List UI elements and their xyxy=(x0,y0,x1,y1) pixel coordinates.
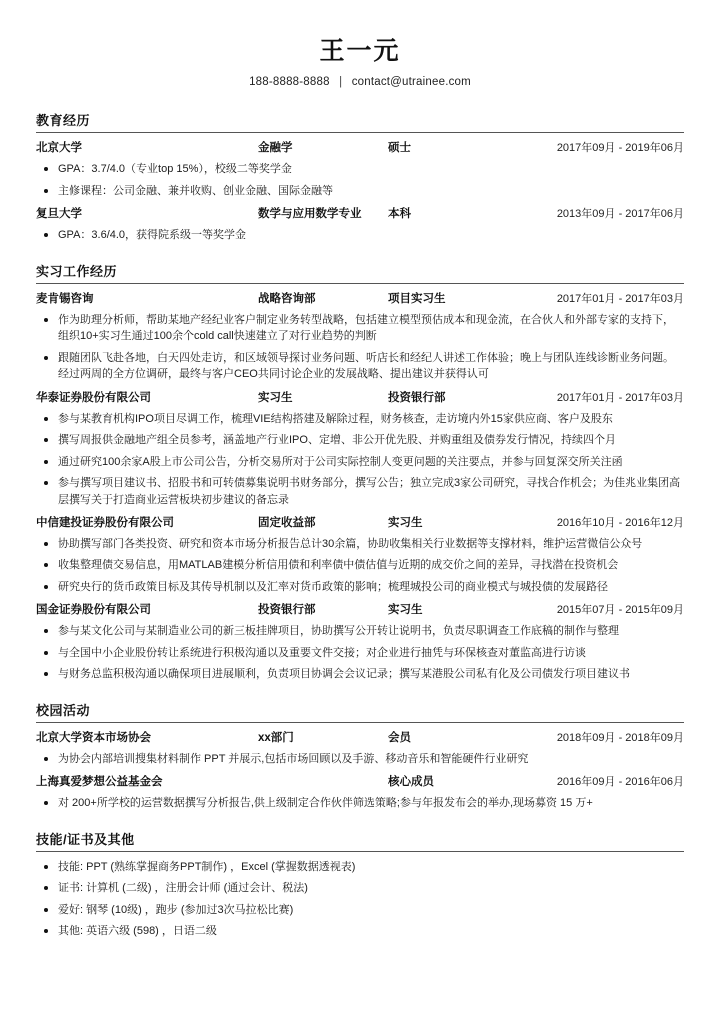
entry-role: 实习生 xyxy=(388,517,423,529)
bullet-item xyxy=(36,645,684,662)
bullet-text: 与全国中小企业股份转让系统进行积极沟通以及重要文件交接；对企业进行抽凭与环保核查对董监高进行访谈 xyxy=(58,646,586,659)
bullet-list xyxy=(36,795,684,812)
bullet-text: 主修课程：公司金融、兼并收购、创业金融、国际金融等 xyxy=(58,184,333,197)
bullet-list xyxy=(36,536,684,596)
bullet-item xyxy=(36,432,684,449)
entry xyxy=(36,602,684,682)
entry-role: 会员 xyxy=(388,731,411,744)
section-title: 校园活动 xyxy=(36,702,91,718)
bullet-text: 参与某文化公司与某制造业公司的新三板挂牌项目，协助撰写公开转让说明书，负责尽职调查工作底稿的制作与整理 xyxy=(58,625,619,638)
bullet-item xyxy=(36,557,684,574)
section-divider xyxy=(36,132,684,133)
section-教育经历 xyxy=(36,110,684,243)
entry-header xyxy=(36,774,684,791)
entry-date-range: 2017年01月 - 2017年03月 xyxy=(556,391,684,404)
bullet-dot-icon xyxy=(44,438,48,442)
bullet-item xyxy=(36,475,684,508)
bullet-item xyxy=(36,923,684,940)
bullet-text: 跟随团队飞赴各地，白天四处走访，和区域领导探讨业务问题、听店长和经纪人讲述工作体验；晚上与团队连线诊断业务问题。经过两周的全方位调研，最终与客户CEO共同讨论企业的发展战略、提出建议并获得认可 xyxy=(58,351,674,381)
bullet-dot-icon xyxy=(44,929,48,933)
bullet-dot-icon xyxy=(44,801,48,805)
entry xyxy=(36,206,684,243)
bullet-item xyxy=(36,859,684,876)
entry-role: 核心成员 xyxy=(388,776,434,789)
entry-organization: 北京大学 xyxy=(36,142,82,155)
bullet-item xyxy=(36,536,684,553)
entry xyxy=(36,859,684,940)
entry-role: 实习生 xyxy=(388,604,423,617)
entry-organization: 中信建投证券股份有限公司 xyxy=(36,517,174,529)
bullet-item xyxy=(36,411,684,428)
bullet-item xyxy=(36,579,684,596)
bullet-text: 技能: PPT (熟练掌握商务PPT制作) ，Excel (掌握数据透视表) xyxy=(58,860,356,873)
phone-number: 188-8888-8888 xyxy=(249,76,330,89)
section-校园活动 xyxy=(36,700,684,812)
bullet-text: 其他: 英语六级 (598) ，日语二级 xyxy=(58,925,217,938)
entry-header xyxy=(36,390,684,407)
entry-department: xx部门 xyxy=(258,731,294,744)
bullet-dot-icon xyxy=(44,167,48,171)
bullet-text: 通过研究100余家A股上市公司公告，分析交易所对于公司实际控制人变更问题的关注要点，并参与回复深交所关注函 xyxy=(58,455,623,468)
bullet-item xyxy=(36,623,684,640)
bullet-text: 对 200+所学校的运营数据撰写分析报告,供上级制定合作伙伴筛选策略;参与年报发布会的举办,现场募资 15 万+ xyxy=(58,797,593,810)
bullet-dot-icon xyxy=(44,886,48,890)
section-divider xyxy=(36,851,684,852)
bullet-text: GPA：3.7/4.0（专业top 15%），校级二等奖学金 xyxy=(58,163,292,176)
bullet-dot-icon xyxy=(44,865,48,869)
bullet-text: 爱好: 钢琴 (10级) ，跑步 (参加过3次马拉松比赛) xyxy=(58,903,294,916)
bullet-dot-icon xyxy=(44,318,48,322)
entry-department: 战略咨询部 xyxy=(258,292,316,305)
bullet-list xyxy=(36,161,684,199)
entry-date-range: 2013年09月 - 2017年06月 xyxy=(556,208,684,221)
bullet-text: 研究央行的货币政策目标及其传导机制以及汇率对货币政策的影响；梳理城投公司的商业模式与城投债的发展路径 xyxy=(58,580,608,593)
entry xyxy=(36,390,684,508)
bullet-dot-icon xyxy=(44,417,48,421)
entry-date-range: 2017年01月 - 2017年03月 xyxy=(556,292,684,305)
bullet-text: 参与撰写项目建议书、招股书和可转债募集说明书财务部分，撰写公告；独立完成3家公司研究，寻找合作机会；为佳兆业集团高层撰写关于打造商业运营板块初步建议的备忘录 xyxy=(58,477,681,506)
bullet-dot-icon xyxy=(44,651,48,655)
bullet-item xyxy=(36,902,684,919)
resume-header xyxy=(36,0,684,88)
bullet-item xyxy=(36,880,684,897)
entry-organization: 北京大学资本市场协会 xyxy=(36,731,151,744)
entry-organization: 复旦大学 xyxy=(36,208,82,221)
email-address: contact@utrainee.com xyxy=(351,76,471,89)
section-title: 技能/证书及其他 xyxy=(36,831,135,847)
entry-date-range: 2017年09月 - 2019年06月 xyxy=(556,142,684,155)
entry-organization: 华泰证券股份有限公司 xyxy=(36,391,151,404)
bullet-dot-icon xyxy=(44,757,48,761)
bullet-text: 与财务总监积极沟通以确保项目进展顺利，负责项目协调会会议记录；撰写某港股公司私有化及公司债发行项目建议书 xyxy=(58,668,630,681)
bullet-item xyxy=(36,350,684,383)
entry xyxy=(36,774,684,811)
bullet-dot-icon xyxy=(44,233,48,237)
entry-organization: 上海真爱梦想公益基金会 xyxy=(36,776,163,789)
bullet-text: 为协会内部培训搜集材料制作 PPT 并展示,包括市场回顾以及手游、移动音乐和智能硬件行业研究 xyxy=(58,752,529,765)
bullet-dot-icon xyxy=(44,481,48,485)
entry-organization: 麦肯锡咨询 xyxy=(36,292,94,305)
entry-date-range: 2018年09月 - 2018年09月 xyxy=(556,731,684,744)
bullet-item xyxy=(36,666,684,683)
entry-role: 投资银行部 xyxy=(388,391,446,404)
bullet-dot-icon xyxy=(44,460,48,464)
section-divider xyxy=(36,283,684,284)
entry-role: 项目实习生 xyxy=(388,292,446,305)
bullet-dot-icon xyxy=(44,189,48,193)
entry-date-range: 2016年09月 - 2016年06月 xyxy=(556,776,684,789)
section-title: 教育经历 xyxy=(36,113,91,129)
contact-line xyxy=(36,76,684,88)
bullet-dot-icon xyxy=(44,563,48,567)
entry-header xyxy=(36,730,684,747)
bullet-text: 参与某教育机构IPO项目尽调工作，梳理VIE结构搭建及解除过程，财务核查，走访境内外15家供应商、客户及股东 xyxy=(58,412,613,425)
resume-sections xyxy=(36,110,684,940)
bullet-text: GPA：3.6/4.0，获得院系级一等奖学金 xyxy=(58,229,247,242)
bullet-item xyxy=(36,161,684,178)
bullet-list xyxy=(36,312,684,383)
bullet-text: 协助撰写部门各类投资、研究和资本市场分析报告总计30余篇，协助收集相关行业数据等支撑材料，维护运营微信公众号 xyxy=(58,537,643,550)
entry xyxy=(36,515,684,595)
bullet-list xyxy=(36,623,684,683)
bullet-list xyxy=(36,859,684,940)
section-实习工作经历 xyxy=(36,261,684,683)
bullet-dot-icon xyxy=(44,542,48,546)
entry-date-range: 2016年10月 - 2016年12月 xyxy=(556,517,684,529)
bullet-text: 撰写周报供金融地产组全员参考，涵盖地产行业IPO、定增、非公开优先股、并购重组及债券发行情况，持续四个月 xyxy=(58,434,616,446)
section-divider xyxy=(36,722,684,723)
entry-header xyxy=(36,206,684,223)
section-title: 实习工作经历 xyxy=(36,263,118,279)
entry-header xyxy=(36,602,684,619)
candidate-name: 王一元 xyxy=(319,37,401,65)
entry-role: 硕士 xyxy=(388,142,411,155)
entry-department: 固定收益部 xyxy=(258,517,316,529)
bullet-item xyxy=(36,183,684,200)
entry-department: 实习生 xyxy=(258,391,293,404)
bullet-dot-icon xyxy=(44,672,48,676)
bullet-list xyxy=(36,751,684,768)
bullet-dot-icon xyxy=(44,585,48,589)
section-技能/证书及其他 xyxy=(36,829,684,940)
entry-header xyxy=(36,140,684,157)
bullet-item xyxy=(36,454,684,471)
entry-date-range: 2015年07月 - 2015年09月 xyxy=(556,604,684,617)
entry-header xyxy=(36,291,684,308)
bullet-dot-icon xyxy=(44,629,48,633)
contact-separator: | xyxy=(339,76,343,89)
entry xyxy=(36,291,684,383)
bullet-item xyxy=(36,227,684,244)
bullet-list xyxy=(36,227,684,244)
entry-department: 金融学 xyxy=(258,142,293,155)
entry xyxy=(36,730,684,767)
bullet-list xyxy=(36,411,684,509)
entry-organization: 国金证券股份有限公司 xyxy=(36,604,151,617)
bullet-text: 证书: 计算机 (二级) ，注册会计师 (通过会计、税法) xyxy=(58,882,308,895)
entry xyxy=(36,140,684,199)
entry-department: 投资银行部 xyxy=(258,604,316,617)
entry-role: 本科 xyxy=(388,208,411,221)
bullet-dot-icon xyxy=(44,908,48,912)
entry-header xyxy=(36,515,684,532)
bullet-item xyxy=(36,795,684,812)
bullet-text: 作为助理分析师，帮助某地产经纪业客户制定业务转型战略，包括建立模型预估成本和现金流，在合伙人和外部专家的支持下，组织10+实习生通过100余个cold call快速建立了对行业趋势的判断 xyxy=(58,313,674,343)
bullet-dot-icon xyxy=(44,356,48,360)
bullet-item xyxy=(36,312,684,345)
bullet-text: 收集整理债交易信息，用MATLAB建模分析信用债和利率债中债估值与近期的成交价之间的差异，寻找潜在投资机会 xyxy=(58,559,619,572)
bullet-item xyxy=(36,751,684,768)
entry-department: 数学与应用数学专业 xyxy=(258,208,362,221)
